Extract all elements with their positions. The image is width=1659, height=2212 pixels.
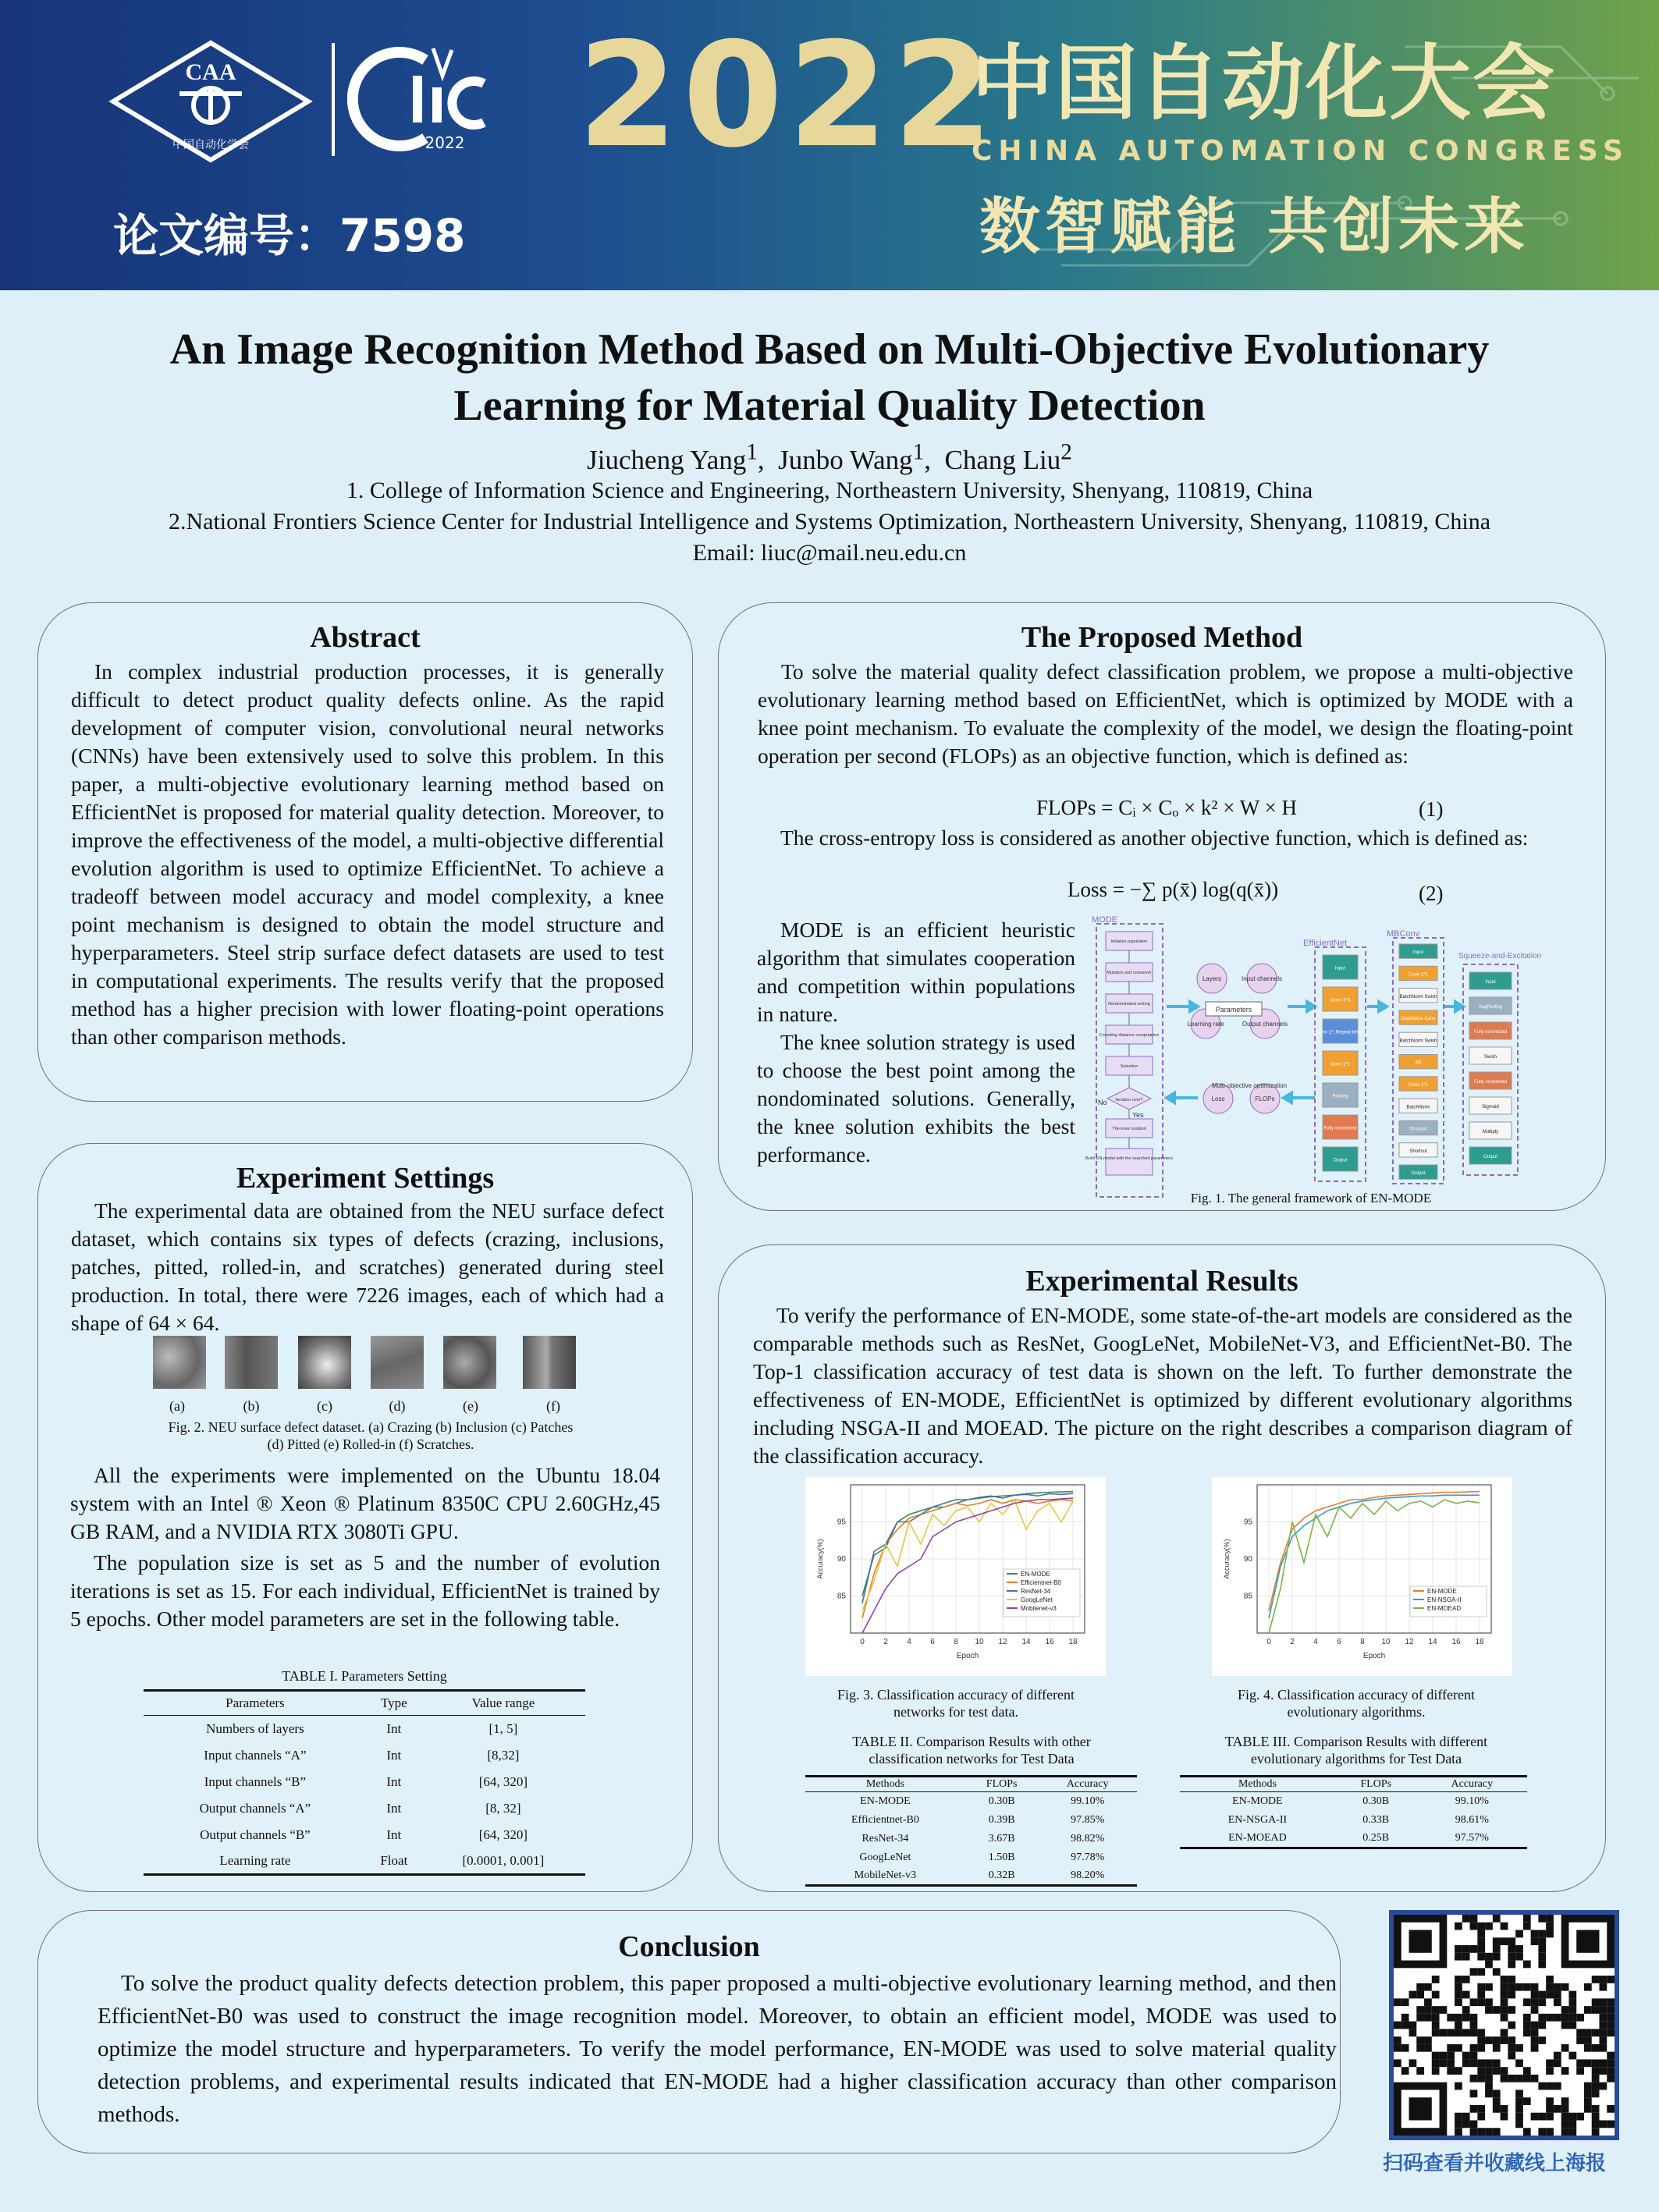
caa-cn-text: 中国自动化学会	[172, 139, 249, 151]
table1-row-cell: Int	[386, 1827, 402, 1842]
se-block-text: Multiply	[1482, 1130, 1499, 1134]
x-tick-label: 18	[1068, 1638, 1078, 1646]
x-axis-label: Epoch	[1362, 1652, 1386, 1660]
mbconv-block-text: SE	[1415, 1060, 1422, 1066]
ciic-logo	[355, 41, 535, 158]
legend-label: EN-MODE	[1021, 1571, 1050, 1578]
table2-row-cell: 98.82%	[1071, 1832, 1105, 1845]
x-tick-label: 2	[883, 1638, 888, 1646]
table2-row-cell: 0.39B	[988, 1813, 1015, 1826]
table2-caption: TABLE II. Comparison Results with other classification networks for Test Data	[852, 1734, 1091, 1766]
param-circle-text: Input channels	[1241, 975, 1283, 982]
table2-row	[805, 1848, 1137, 1867]
table2-row	[805, 1830, 1137, 1848]
table2-header: FLOPs	[986, 1778, 1018, 1790]
x-tick-label: 16	[1045, 1638, 1054, 1646]
mbconv-block-text: Shortcut	[1409, 1149, 1427, 1154]
fig2-caption: Fig. 2. NEU surface defect dataset. (a) Crazing (b) Inclusion (c) Patches (d) Pitted (e) Rolled-in (f) Scratches.	[168, 1419, 574, 1452]
email: Email: liuc@mail.neu.edu.cn	[692, 540, 967, 566]
results-text: To verify the performance of EN-MODE, some state-of-the-art models are considered as the comparable methods such as ResNet, GoogLeNet, MobileNet-V3, and EfficientNet-B0. The Top-1 classification accuracy of test data is shown on the left. To further demonstrate the effectiveness of EN-MODE, EfficientNet is optimized by different evolutionary algorithms including NSGA-II and MOEAD. The picture on the right describes a comparison diagram of the classification accuracy.	[753, 1303, 1572, 1468]
mode-step-text: Selection	[1120, 1064, 1139, 1069]
table2-row-cell: Efficientnet-B0	[851, 1813, 919, 1826]
efficientnet-block-text: Input	[1334, 966, 1346, 971]
defect-image-scratches	[523, 1336, 576, 1389]
table1-row-cell: Float	[380, 1852, 408, 1868]
efficientnet-block-text: Output	[1333, 1158, 1348, 1163]
mode-step-text: Mutation and crossover	[1107, 971, 1152, 975]
mode-step-text: The knee solution	[1112, 1127, 1146, 1131]
title-line-1: An Image Recognition Method Based on Multi-Objective Evolutionary	[169, 325, 1490, 374]
abstract-heading: Abstract	[310, 621, 421, 654]
table3-row-cell: 0.25B	[1362, 1831, 1390, 1844]
x-tick-label: 6	[1337, 1638, 1341, 1646]
congress-en-title: CHINA AUTOMATION CONGRESS	[972, 135, 1629, 167]
fig4-accuracy-chart	[1212, 1477, 1512, 1676]
y-tick-label: 90	[837, 1555, 846, 1564]
fig3-accuracy-chart	[805, 1477, 1106, 1676]
qr-caption: 扫码查看并收藏线上海报	[1383, 2152, 1607, 2175]
method-paragraph-4: The knee solution strategy is used to choose the best point among the nondominated solutions. Generally, the knee solution exhibits the best performance.	[757, 1030, 1075, 1166]
table2-row	[805, 1867, 1137, 1886]
fig1-caption: Fig. 1. The general framework of EN-MODE	[1190, 1191, 1432, 1205]
mbconv-block-text: Depthwise Conv	[1401, 1017, 1436, 1022]
table3-row-cell: 99.10%	[1455, 1795, 1489, 1807]
conclusion-panel	[37, 1910, 1341, 2153]
mode-step-text: Iteration over?	[1115, 1098, 1143, 1102]
mbconv-block-text: Input	[1412, 950, 1424, 956]
table2-row-cell: 97.78%	[1071, 1851, 1105, 1863]
x-tick-label: 4	[907, 1638, 911, 1646]
defect-image-inclusion	[225, 1336, 278, 1389]
table2-row-cell: 0.32B	[988, 1869, 1015, 1881]
table2-header: Accuracy	[1066, 1778, 1109, 1790]
table3-row	[1180, 1792, 1527, 1811]
mbconv-block-text: Conv 1*1	[1409, 972, 1428, 978]
table1-row-cell: Numbers of layers	[206, 1720, 304, 1736]
table1-row-cell: [64, 320]	[478, 1774, 528, 1789]
table1-row	[144, 1742, 585, 1769]
no-label: No	[1098, 1099, 1107, 1106]
efficientnet-block-text: Fully connected	[1323, 1126, 1357, 1131]
table1-row-cell: Int	[386, 1747, 402, 1763]
x-tick-label: 0	[860, 1638, 865, 1646]
legend-label: GoogLeNet	[1021, 1596, 1053, 1603]
legend-label: EN-MODE	[1427, 1588, 1457, 1595]
mbconv-block-text: BatchNorm	[1406, 1105, 1430, 1110]
settings-paragraph-2: All the experiments were implemented on the Ubuntu 18.04 system with an Intel ® Xeon ® Platinum 8350C CPU 2.60GHz,45 GB RAM, and a NVIDIA RTX 3080Ti GPU.	[70, 1463, 660, 1543]
defect-label-e: (e)	[463, 1398, 478, 1414]
logo-separator	[332, 43, 335, 156]
author-1: Jiucheng Yang$^1$	[587, 439, 758, 475]
method-paragraph-2: The cross-entropy loss is considered as another objective function, which is defined as:	[780, 826, 1529, 850]
param-circle-text: Layers	[1202, 975, 1222, 982]
se-block-text: AvgPooling	[1478, 1005, 1503, 1010]
conclusion-text: To solve the product quality defects detection problem, this paper proposed a multi-objective evolutionary learning method, and then EfficientNet-B0 was used to construct the image recognition model. Moreover, to obtain an efficient model, MODE was used to optimize the model structure and hyperparameters. To verify the model performance, EN-MODE was used to solve material quality detection problems, and experimental results indicated that EN-MODE had a higher classification accuracy than other comparison methods.	[98, 1971, 1337, 2127]
congress-year: 2022	[577, 11, 998, 179]
abstract-text: In complex industrial production processes, it is generally difficult to detect product quality defects online. As the rapid development of computer vision, convolutional neural networks (CNNs) have been extensively used to solve this problem. In this paper, a multi-objective evolutionary learning method based on EfficientNet is proposed for material quality detection. Moreover, to improve the effectiveness of the model, a multi-objective differential evolution algorithm is used to optimize EfficientNet. To achieve a tradeoff between model accuracy and model complexity, a knee point mechanism is designed to obtain the model structure and hyperparameters. Steel strip surface defect datasets are used to test in computational experiments. The results verify that the proposed method has a higher precision with lower floating-point operations than other comparison methods.	[71, 659, 664, 1049]
x-tick-label: 8	[1360, 1638, 1365, 1646]
caa-logo	[109, 39, 312, 164]
table2-row-cell: MobileNet-v3	[854, 1869, 917, 1881]
efficientnet-block-text: Conv 1*1	[1330, 1062, 1350, 1067]
table1-row-cell: [64, 320]	[478, 1827, 528, 1842]
table2-row-cell: 99.10%	[1071, 1795, 1105, 1807]
mode-step-text: Nondominated sorting	[1108, 1002, 1150, 1007]
mode-label: MODE	[1092, 915, 1117, 925]
table1-row-cell: Output channels “B”	[200, 1827, 311, 1842]
author-3: Chang Liu$^2$	[944, 439, 1072, 475]
affiliation-1: 1. College of Information Science and Engineering, Northeastern University, Shenyang, 110819, China	[346, 478, 1313, 503]
table1-header: Value range	[471, 1695, 535, 1710]
y-tick-label: 95	[837, 1518, 846, 1527]
affiliation-2: 2.National Frontiers Science Center for Industrial Intelligence and Systems Optimization, Northeastern University, Shenyang, 110819, China	[168, 509, 1491, 534]
x-tick-label: 6	[930, 1638, 935, 1646]
method-paragraph-3: MODE is an efficient heuristic algorithm that simulates cooperation and competition within populations in nature.	[757, 918, 1075, 1026]
x-tick-label: 10	[1381, 1638, 1391, 1646]
se-label: Squeeze-and-Excitation	[1458, 952, 1542, 960]
efficientnet-label: EfficientNet	[1303, 939, 1348, 948]
table3-row-cell: EN-MODE	[1232, 1795, 1283, 1807]
table2-row-cell: EN-MODE	[860, 1795, 911, 1807]
mode-step-text: Initialize population	[1110, 939, 1148, 944]
se-block-text: Output	[1483, 1155, 1498, 1159]
x-tick-label: 10	[975, 1638, 984, 1646]
defect-label-f: (f)	[546, 1398, 560, 1414]
table1-row-cell: Learning rate	[219, 1852, 291, 1868]
table2-row	[805, 1792, 1137, 1811]
equation-2: Loss = −∑ p(x̄) log(q(x̄))	[1068, 878, 1279, 901]
defect-label-d: (d)	[389, 1398, 406, 1414]
table3-row	[1180, 1830, 1527, 1848]
param-circle-text: FLOPs	[1255, 1095, 1275, 1102]
mbconv-label: MBConv	[1387, 929, 1420, 939]
table1-row-cell: [0.0001, 0.001]	[462, 1852, 545, 1868]
fig4-caption: Fig. 4. Classification accuracy of different evolutionary algorithms.	[1237, 1687, 1476, 1720]
table2-row-cell: 3.67B	[988, 1832, 1015, 1845]
y-axis-label: Accuracy(%)	[1223, 1539, 1231, 1579]
table2-row-cell: ResNet-34	[861, 1832, 909, 1845]
table1-row	[144, 1848, 585, 1875]
table3-row-cell: 98.61%	[1455, 1813, 1489, 1826]
settings-paragraph-1: The experimental data are obtained from the NEU surface defect dataset, which contains six types of defects (crazing, inclusions, patches, pitted, rolled-in, and scratches) generated during steel production. In total, there were 7226 images, each of which had a shape of 64 × 64.	[71, 1198, 664, 1335]
table1-row-cell: [1, 5]	[488, 1720, 518, 1736]
table1-row	[144, 1795, 585, 1822]
equation-1-number: (1)	[1419, 797, 1444, 821]
table2-row-cell: GoogLeNet	[859, 1851, 911, 1863]
table3-header: Methods	[1238, 1778, 1277, 1790]
method-paragraph-1: To solve the material quality defect classification problem, we propose a multi-objective evolutionary learning method based on EfficientNet, which is optimized by MODE with a knee point mechanism. To evaluate the complexity of the model, we design the floating-point operation per second (FLOPs) as an objective function, which is defined as:	[758, 659, 1573, 768]
table1-row-cell: Int	[386, 1800, 402, 1816]
table1-row-cell: [8, 32]	[485, 1800, 521, 1816]
settings-paragraph-3: The population size is set as 5 and the number of evolution iterations is set as 15. For each individual, EfficientNet is trained by 5 epochs. Other model parameters are set in the following table.	[70, 1550, 660, 1631]
mode-step-text: Build EN model with the searched parameters	[1085, 1156, 1173, 1161]
table2-header: Methods	[865, 1778, 904, 1790]
poster-title	[47, 321, 1612, 434]
y-tick-label: 90	[1243, 1555, 1252, 1564]
params-label: Parameters	[1215, 1006, 1252, 1014]
y-axis-label: Accuracy(%)	[816, 1539, 824, 1579]
x-tick-label: 2	[1290, 1638, 1295, 1646]
x-tick-label: 12	[1405, 1638, 1414, 1646]
table3-header: FLOPs	[1360, 1778, 1392, 1790]
table1-row-cell: Output channels “A”	[199, 1800, 311, 1816]
fig1-framework-diagram	[1085, 914, 1542, 1203]
abstract-panel	[37, 602, 693, 1102]
multi-objective-label: Multi-objective optimization	[1212, 1082, 1288, 1089]
y-tick-label: 95	[1243, 1518, 1252, 1527]
table3-row	[1180, 1811, 1527, 1830]
x-axis-label: Epoch	[956, 1652, 979, 1660]
se-block-text: Fully connected	[1473, 1080, 1508, 1085]
caa-text: CAA	[185, 59, 236, 85]
table1-row	[144, 1822, 585, 1848]
ciic-year: 2022	[425, 133, 465, 152]
param-circle-text: Output channels	[1242, 1021, 1288, 1028]
mbconv-block-text: Output	[1411, 1171, 1426, 1177]
se-block-text: Swish	[1483, 1055, 1497, 1060]
table3-row-cell: EN-NSGA-II	[1227, 1813, 1288, 1826]
x-tick-label: 14	[1428, 1638, 1437, 1646]
conclusion-heading: Conclusion	[618, 1930, 760, 1963]
defect-image-crazing	[153, 1336, 206, 1389]
table1-row	[144, 1716, 585, 1742]
equation-2-number: (2)	[1419, 882, 1444, 905]
efficientnet-block-text: Conv 3*3	[1330, 998, 1350, 1003]
table1-row-cell: Input channels “B”	[204, 1774, 307, 1789]
efficientnet-block-text: MBConv 1*, Repeat times 1,2	[1309, 1030, 1372, 1035]
mbconv-block-text: Conv 1*1	[1409, 1082, 1428, 1088]
table2-comparison	[805, 1775, 1137, 1887]
qr-code[interactable]	[1389, 1910, 1619, 2140]
defect-image-rolled-in	[443, 1336, 496, 1389]
table3-row-cell: 97.57%	[1455, 1831, 1489, 1844]
table1-row-cell: Input channels “A”	[204, 1747, 307, 1763]
x-tick-label: 4	[1313, 1638, 1318, 1646]
paper-id: 论文编号：7598	[113, 209, 466, 262]
table1-row-cell: Int	[386, 1774, 402, 1789]
se-block-text: Fully connected	[1473, 1030, 1508, 1035]
mbconv-block-text: BatchNorm Swish	[1399, 994, 1437, 999]
table2-row-cell: 0.30B	[988, 1795, 1015, 1807]
yes-label: Yes	[1132, 1111, 1144, 1119]
defect-label-b: (b)	[243, 1398, 260, 1414]
mbconv-block-text: BatchNorm Swish	[1399, 1039, 1437, 1044]
x-tick-label: 16	[1451, 1638, 1461, 1646]
table1-header: Type	[380, 1695, 407, 1710]
author-2: Junbo Wang$^1$	[778, 439, 925, 475]
table3-row-cell: 0.33B	[1362, 1813, 1390, 1826]
table3-caption: TABLE III. Comparison Results with different evolutionary algorithms for Test Data	[1224, 1734, 1488, 1766]
y-tick-label: 85	[1243, 1592, 1252, 1601]
legend-label: EN-MOEAD	[1427, 1605, 1462, 1612]
x-tick-label: 14	[1021, 1638, 1031, 1646]
table3-row-cell: 0.30B	[1362, 1795, 1390, 1807]
param-circle-text: Loss	[1211, 1095, 1225, 1102]
x-tick-label: 18	[1475, 1638, 1484, 1646]
header-banner	[0, 0, 1659, 290]
defect-image-pitted	[371, 1336, 424, 1389]
se-block-text: Sigmoid	[1482, 1105, 1499, 1110]
efficientnet-block-text: Pooling	[1332, 1094, 1348, 1099]
table2-row-cell: 97.85%	[1071, 1813, 1105, 1826]
mode-step-box	[1106, 1149, 1153, 1175]
x-tick-label: 0	[1266, 1638, 1271, 1646]
title-line-2: Learning for Material Quality Detection	[453, 382, 1206, 430]
mode-step-text: Crowding distance computation	[1099, 1033, 1160, 1038]
table3-comparison	[1180, 1775, 1527, 1849]
table1-caption: TABLE I. Parameters Setting	[282, 1668, 447, 1684]
table2-row	[805, 1811, 1137, 1830]
authors: Jiucheng Yang$^1$, Junbo Wang$^1$, Chang Liu$^2$	[587, 439, 1072, 475]
table2-row-cell: 1.50B	[988, 1851, 1015, 1863]
table1-parameters	[144, 1689, 585, 1876]
congress-slogan: 数智赋能 共创未来	[979, 192, 1530, 262]
x-tick-label: 12	[998, 1638, 1007, 1646]
param-circle-text: Learning rate	[1187, 1021, 1224, 1028]
table1-header: Parameters	[226, 1695, 285, 1710]
legend-label: ResNet-34	[1021, 1588, 1051, 1595]
congress-cn-title: 中国自动化大会	[972, 36, 1557, 131]
y-tick-label: 85	[837, 1592, 846, 1601]
table1-row-cell: [8,32]	[487, 1747, 520, 1763]
method-heading: The Proposed Method	[1021, 621, 1303, 654]
fig3-caption: Fig. 3. Classification accuracy of different networks for test data.	[837, 1687, 1075, 1720]
table3-row-cell: EN-MOEAD	[1228, 1831, 1287, 1844]
defect-label-a: (a)	[169, 1398, 185, 1414]
se-block-text: Input	[1485, 980, 1496, 985]
table2-row-cell: 98.20%	[1071, 1869, 1105, 1881]
x-tick-label: 8	[954, 1638, 958, 1646]
defect-image-patches	[298, 1336, 351, 1389]
results-heading: Experimental Results	[1025, 1265, 1298, 1298]
defect-label-c: (c)	[317, 1398, 332, 1414]
table1-row	[144, 1769, 585, 1795]
legend-label: EN-NSGA-II	[1427, 1596, 1462, 1603]
table1-row-cell: Int	[386, 1720, 402, 1736]
legend-label: Mobilenet-v3	[1021, 1605, 1057, 1612]
settings-heading: Experiment Settings	[236, 1162, 495, 1195]
mbconv-block-text: Dropout	[1409, 1127, 1427, 1132]
legend-label: Efficientnet-B0	[1021, 1579, 1061, 1586]
table3-header: Accuracy	[1451, 1778, 1494, 1790]
equation-1: FLOPs = Cᵢ × Cₒ × k² × W × H	[1036, 796, 1297, 819]
